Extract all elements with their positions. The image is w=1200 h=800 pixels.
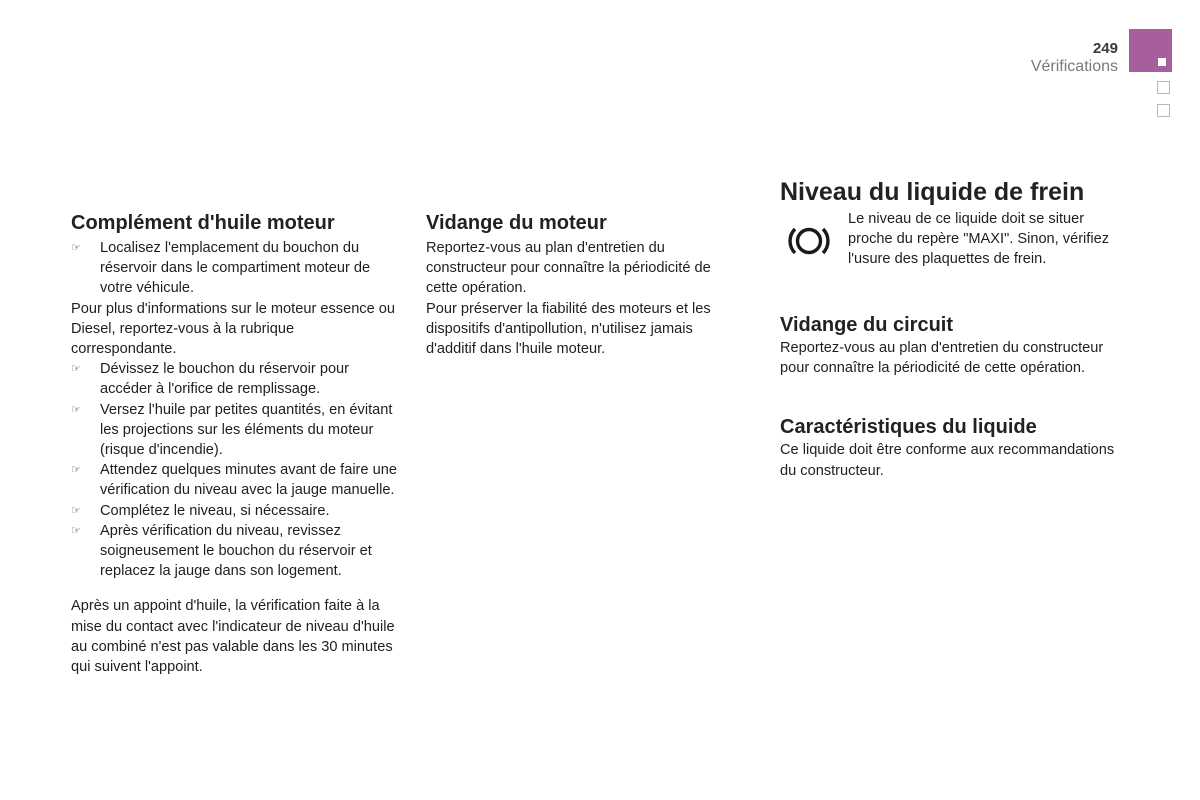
brake-fluid-title: Niveau du liquide de frein	[780, 178, 1085, 206]
step-text: Dévissez le bouchon du réservoir pour accéder à l'orifice de remplissage.	[100, 361, 350, 398]
brake-fluid-section	[780, 176, 1120, 481]
nav-square-icon	[1157, 81, 1170, 94]
section-tab-marker	[1129, 29, 1172, 72]
brake-warning-icon	[786, 223, 832, 259]
fluid-specs-title: Caractéristiques du liquide	[780, 416, 1037, 439]
engine-oil-change-text: Reportez-vous au plan d'entretien du constructeur pour connaître la périodicité de cette opération.	[426, 240, 711, 297]
section-title: Vérifications	[1030, 58, 1118, 75]
pointing-hand-icon: ☞	[71, 464, 81, 477]
step-text: Après vérification du niveau, revissez soigneusement le bouchon du réservoir et replacez la jauge dans son logement.	[100, 522, 372, 580]
circuit-drain-text: Reportez-vous au plan d'entretien du constructeur pour connaître la périodicité de cette opération.	[780, 340, 1104, 377]
step-bullet-item	[71, 460, 401, 500]
oil-topup-note: Après un appoint d'huile, la vérification faite à la mise du contact avec l'indicateur de niveau d'huile au combiné n'est pas valable dans les 30 minutes qui suivent l'appoint.	[71, 598, 395, 676]
pointing-hand-icon: ☞	[71, 242, 81, 254]
step-bullet-item	[71, 521, 401, 582]
step-text: Attendez quelques minutes avant de faire une vérification du niveau avec la jauge manuelle.	[100, 462, 397, 499]
step-bullet-item	[71, 359, 401, 399]
brake-fluid-level-text: Le niveau de ce liquide doit se situer proche du repère "MAXI". Sinon, vérifiez l'usure des plaquettes de frein.	[848, 211, 1110, 268]
pointing-hand-icon: ☞	[71, 504, 81, 517]
step-text: Versez l'huile par petites quantités, en évitant les projections sur les éléments du moteur (risque d'incendie).	[100, 401, 393, 459]
page-header	[1031, 40, 1118, 76]
engine-oil-change-warning: Pour préserver la fiabilité des moteurs et les dispositifs d'antipollution, n'utilisez jamais d'additif dans l'huile moteur.	[426, 300, 711, 358]
step-bullet-item	[71, 400, 401, 461]
circuit-drain-title: Vidange du circuit	[780, 314, 953, 336]
pointing-hand-icon: ☞	[71, 363, 81, 376]
oil-topup-title: Complément d'huile moteur	[71, 212, 335, 234]
engine-oil-change-section	[426, 210, 736, 359]
pointing-hand-icon: ☞	[71, 524, 81, 537]
step-text: Localisez l'emplacement du bouchon du réservoir dans le compartiment moteur de votre véhicule.	[100, 240, 371, 297]
nav-square-icon	[1157, 104, 1170, 117]
brake-fluid-intro	[780, 209, 1120, 290]
pointing-hand-icon: ☞	[71, 403, 81, 416]
step-text: Complétez le niveau, si nécessaire.	[100, 502, 330, 519]
fluid-specs-text: Ce liquide doit être conforme aux recommandations du constructeur.	[780, 442, 1115, 479]
step-bullet-item	[71, 238, 401, 299]
engine-oil-change-title: Vidange du moteur	[426, 212, 607, 234]
tab-dot	[1158, 58, 1166, 66]
step-bullet-item	[71, 501, 401, 521]
oil-topup-steps	[71, 238, 401, 581]
info-paragraph: Pour plus d'informations sur le moteur essence ou Diesel, reportez-vous à la rubrique correspondante.	[71, 300, 396, 358]
oil-topup-section	[71, 210, 401, 677]
page-number: 249	[1092, 40, 1118, 57]
